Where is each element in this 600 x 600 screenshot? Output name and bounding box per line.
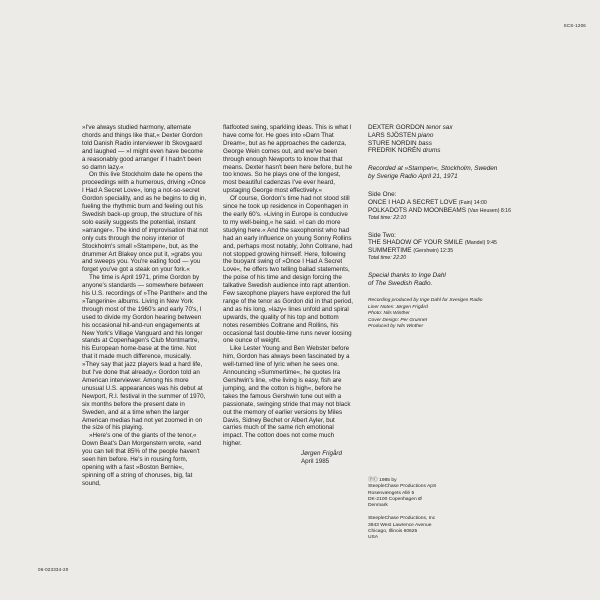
notes-paragraph: On this live Stockholm date he opens the proceedings with a humerous, driving »Once I Had A Secret Love«, long a not-so-secret Gordon speciality, and as he begins to dig in, fueling the rhythmic burn and feeling out his Swedish back-up group, the structure of his solo easily suggests the potential, instant »arranger«. The kind of improvisation that not only cuts through the noisy interior of Stockholm's small »Stampen«, but, as the drummer Art Blakey once put it, »grabs you and sweeps you. You're eating food — you forget you've got a steak on your fork.« bbox=[82, 171, 208, 274]
track-item: POLKADOTS AND MOONBEAMS (Van Heusen) 8:16 bbox=[368, 206, 511, 214]
recording-info-line: Recorded at »Stampen«, Stockholm, Sweden bbox=[368, 165, 498, 173]
notes-paragraph: The time is April 1971, prime Gordon by anyone's standards — somewhere between his U.S. recordings of »The Panther« and the »Tangerine« albums. Living in New York through most of the 1960's and early 70's, I used to divide my Gordon hearing between his occasional hit-and-run engagements at New York's Village Vanguard and his longer stands at Copenhagen's Club Montmartre, his European home-base at the time. Not that it made much difference, musically. »They say that jazz players lead a hard life, but I've done that already,« Gordon told an American interviewer. Among his more unusual U.S. appearances was his debut at Newport, R.I. festival in the summer of 1970, six months before the present date in Sweden, and at a time when the larger American medias had not yet zoomed in on the size of his playing. bbox=[82, 274, 208, 432]
side-label: Side One: bbox=[368, 190, 397, 198]
copyright-line: ⓅⒸ 1985 by bbox=[368, 478, 397, 483]
credit-line: Recording produced by Inge Dahl for Sveriges Radio bbox=[368, 297, 483, 303]
album-info-column bbox=[368, 124, 578, 331]
notes-author: Jørgen Frigård bbox=[301, 450, 342, 458]
credit-line: Produced by Nils Winther bbox=[368, 324, 424, 330]
copyright-line: SteepleChase Productions ApS bbox=[368, 484, 437, 490]
personnel-item: DEXTER GORDON tenor sax bbox=[368, 124, 453, 131]
notes-paragraph: Like Lester Young and Ben Webster before him, Gordon has always been fascinated by a well-turned line of lyric when he sees one. Announcing »Summertime«, he quotes Ira Gershwin's line, »the living is easy, fish are jumping, and the cotton is high«, before he takes the famous Gershwin tune out with a passionate, swinging stride that may not black out the memory of earlier versions by Miles Davis, Sidney Bechet or Albert Ayler, but carries much of the same rich emotional impact. The cotton does not come much higher. bbox=[223, 345, 351, 448]
side-one bbox=[368, 191, 578, 222]
copyright-line: Rosenvængets Allé 5 bbox=[368, 490, 415, 496]
catalog-number: SCS-1206 bbox=[563, 23, 586, 28]
distributor-line: SteepleChase Productions, Inc bbox=[368, 516, 436, 522]
barcode-number: 06-023334-20 bbox=[38, 567, 69, 572]
liner-notes-column-2 bbox=[223, 124, 354, 466]
track-item: SUMMERTIME (Gershwin) 12:35 bbox=[368, 247, 454, 255]
personnel-item: FREDRIK NORÉN drums bbox=[368, 147, 441, 155]
personnel-list bbox=[368, 124, 578, 155]
distributor-line: USA bbox=[368, 535, 379, 541]
copyright-block bbox=[368, 478, 436, 509]
liner-notes-column-1 bbox=[82, 124, 208, 488]
total-time: Total time: 22:20 bbox=[368, 255, 407, 262]
production-credits bbox=[368, 298, 578, 331]
special-thanks: of The Swedish Radio. bbox=[368, 280, 433, 288]
credit-line: Liner Notes: Jørgen Frigård bbox=[368, 304, 428, 310]
notes-paragraph: »Here's one of the giants of the tenor,« Down Beat's Dan Morgenstern wrote, »and you can tell that 85% of the people haven't seen him before. He's in rousing form, opening with a fast »Boston Bernie«, spinning off a string of choruses, big, fat sound, bbox=[82, 432, 202, 487]
notes-paragraph: »I've always studied harmony, alternate chords and things like that,« Dexter Gordon told Danish Radio interviewer Ib Skovgaard and laughed — »I might even have become a reasonably good arranger if I hadn't been so damn lazy.« bbox=[82, 124, 203, 171]
notes-paragraph: Of course, Gordon's time had not stood still since he took up residence in Copenhagen in the early 60's. »Living in Europe is conducive to my well-being,« he said. »I can do more studying here.« And the saxophonist who had had an early influence on young Sonny Rollins and, perhaps most notably, John Coltrane, had not stopped growing himself. Here, following the buoyant swing of »Once I Had A Secret Love«, he offers two telling ballad statements, the poise of his time and design forcing the talkative Swedish audience into rapt attention. Few saxophone players have explored the full range of the tenor as Gordon did in that period, and as his long, »lazy« lines unfold and spiral upwards, the quality of his top and bottom notes resembles Coltrane and Rollins, his occasional fast double-time runs never loosing one ounce of weight. bbox=[223, 195, 353, 345]
notes-date: April 1985 bbox=[301, 458, 330, 466]
personnel-item: STURE NORDIN bass bbox=[368, 139, 432, 147]
recording-info-line: by Sverige Radio April 21, 1971 bbox=[368, 172, 458, 180]
credit-line: Cover Design: Per Grunnet bbox=[368, 317, 427, 323]
track-item: ONCE I HAD A SECRET LOVE (Fain) 14:00 bbox=[368, 198, 487, 206]
distributor-line: 3943 West Lawrence Avenue bbox=[368, 522, 432, 528]
copyright-line: DK-2100 Copenhagen Ø bbox=[368, 496, 422, 502]
track-item: THE SHADOW OF YOUR SMILE (Mandel) 9:45 bbox=[368, 239, 497, 247]
copyright-line: Denmark bbox=[368, 503, 388, 509]
side-two bbox=[368, 232, 578, 263]
notes-paragraph: flatfooted swing, sparkling ideas. This is what I have come for. He goes into »Darn That Dream«, but as he approaches the cadenza, George Wein comes out, and we've been through enough Newports to know that that means. Dexter hasn't been here before, but he too knows. So he plays one of the longest, most beautiful cadenzas I've ever heard, upstaging George most effectively.« bbox=[223, 124, 353, 195]
side-label: Side Two: bbox=[368, 231, 396, 239]
total-time: Total time: 22:10 bbox=[368, 214, 407, 221]
label-info bbox=[368, 478, 436, 542]
distributor-block bbox=[368, 516, 436, 541]
distributor-line: Chicago, Illinois 60625 bbox=[368, 529, 418, 535]
special-thanks: Special thanks to Inge Dahl bbox=[368, 272, 446, 280]
personnel-item: LARS SJÖSTEN piano bbox=[368, 131, 434, 139]
credit-line: Photo: Nils Winther bbox=[368, 311, 410, 317]
